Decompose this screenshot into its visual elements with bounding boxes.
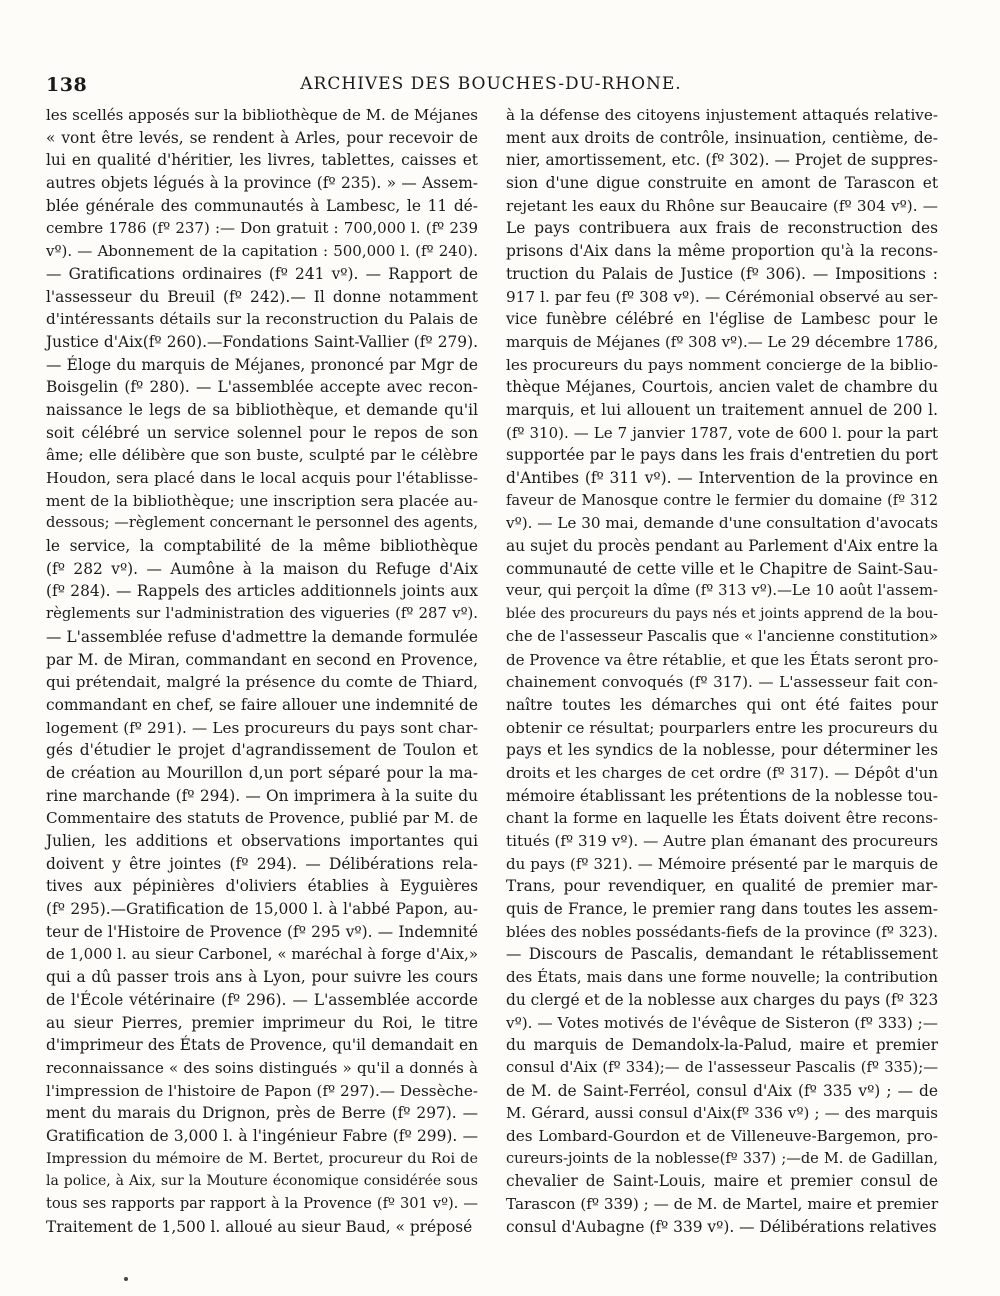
text-line: du clergé et de la noblesse aux charges du pays (fº 323	[506, 990, 939, 1009]
text-line: thèque Méjanes, Courtois, ancien valet de chambre du	[506, 378, 938, 397]
text-line: titués (fº 319 vº). — Autre plan émanant des procureurs	[506, 832, 939, 850]
text-line: prisons d'Aix dans la même proportion qu'à la recons-	[506, 242, 938, 261]
text-line: blée des procureurs du pays nés et joints apprend de la bou-	[506, 606, 938, 623]
text-line: vº). — Le 30 mai, demande d'une consultation d'avocats	[506, 514, 938, 533]
text-line: (fº 310). — Le 7 janvier 1787, vote de 600 l. pour la part	[506, 423, 938, 442]
text-line: de l'École vétérinaire (fº 296). — L'assemblée accorde	[46, 990, 478, 1009]
text-line: rine marchande (fº 294). — On imprimera à la suite du	[46, 786, 478, 805]
text-line: nier, amortissement, etc. (fº 302). — Projet de suppres-	[506, 151, 938, 170]
text-line: (fº 282 vº). — Aumône à la maison du Refuge d'Aix	[46, 559, 478, 578]
text-line: consul d'Aix (fº 334);— de l'assesseur Pascalis (fº 335);—	[506, 1058, 938, 1076]
text-line: blées des nobles possédants-fiefs de la province (fº 323).	[506, 922, 938, 941]
text-line: commandant en chef, se faire allouer une indemnité de	[46, 695, 478, 714]
text-line: — L'assemblée refuse d'admettre la demande formulée	[46, 627, 478, 646]
text-line: la police, à Aix, sur la Mouture économique considérée sous	[46, 1173, 478, 1190]
text-line: chant la forme en laquelle les États doivent être recons-	[506, 809, 938, 828]
page-number: 138	[46, 74, 88, 96]
text-line: d'Antibes (fº 311 vº). — Intervention de la province en	[506, 469, 938, 487]
text-line: logement (fº 291). — Les procureurs du pays sont char-	[46, 718, 478, 737]
text-line: truction du Palais de Justice (fº 306). — Impositions :	[506, 264, 938, 283]
left-column	[46, 104, 478, 1238]
text-line: cureurs-joints de la noblesse(fº 337) ;—de M. de Gadillan,	[506, 1149, 938, 1167]
text-line: pays et les syndics de la noblesse, pour déterminer les	[506, 741, 938, 760]
text-line: droits et les charges de cet ordre (fº 317). — Dépôt d'un	[506, 763, 938, 782]
text-line: Houdon, sera placé dans le local acquis pour l'établisse-	[46, 469, 478, 487]
text-line: au sujet du procès pendant au Parlement d'Aix entre la	[506, 537, 938, 556]
text-line: d'imprimeur des États de Provence, qu'il demandait en	[46, 1036, 478, 1055]
text-line: supportée par le pays dans les frais d'entretien du port	[506, 446, 938, 465]
text-line: blée générale des communautés à Lambesc, le 11 dé-	[46, 196, 478, 215]
text-line: de création au Mourillon d,un port séparé pour la ma-	[46, 763, 478, 782]
text-line: sion d'une digue construite en amont de Tarascon et	[506, 174, 938, 193]
text-line: ment du marais du Drignon, près de Berre (fº 297). —	[46, 1104, 478, 1123]
text-line: au sieur Pierres, premier imprimeur du Roi, le titre	[46, 1013, 478, 1032]
text-line: Traitement de 1,500 l. alloué au sieur Baud, « préposé	[46, 1217, 473, 1236]
text-line: d'intéressants détails sur la reconstruction du Palais de	[46, 310, 478, 329]
text-line: Justice d'Aix(fº 260).—Fondations Saint-Vallier (fº 279).	[46, 332, 478, 351]
text-line: ment de la bibliothèque; une inscription sera placée au-	[46, 491, 478, 510]
text-line: vº). — Abonnement de la capitation : 500,000 l. (fº 240).	[46, 242, 478, 261]
text-line: lui en qualité d'héritier, les livres, tablettes, caisses et	[46, 151, 478, 170]
text-line: mémoire établissant les prétentions de la noblesse tou-	[506, 786, 938, 805]
running-title: ARCHIVES DES BOUCHES-DU-RHONE.	[300, 74, 682, 94]
text-line: Trans, pour revendiquer, en qualité de premier mar-	[506, 877, 938, 896]
text-line: (fº 284). — Rappels des articles additionnels joints aux	[46, 582, 478, 601]
running-head	[46, 74, 936, 102]
text-line: — Éloge du marquis de Méjanes, prononcé par Mgr de	[46, 355, 478, 374]
text-line: à la défense des citoyens injustement attaqués relative-	[506, 106, 938, 124]
text-line: Commentaire des statuts de Provence, publié par M. de	[46, 809, 478, 828]
text-line: par M. de Miran, commandant en second en Provence,	[46, 650, 478, 669]
text-line: tives aux pépinières d'oliviers établies à Eyguières	[46, 877, 478, 896]
text-line: de Provence va être rétablie, et que les États seront pro-	[506, 650, 939, 669]
text-line: consul d'Aubagne (fº 339 vº). — Délibérations relatives	[506, 1217, 937, 1236]
text-line: Julien, les additions et observations importantes qui	[46, 832, 478, 850]
text-line: communauté de cette ville et le Chapitre de Saint-Sau-	[506, 559, 938, 578]
text-line: « vont être levés, se rendent à Arles, pour recevoir de	[46, 128, 478, 147]
text-line: reconnaissance « des soins distingués » qu'il a donnés à	[46, 1058, 478, 1077]
text-line: vº). — Votes motivés de l'évêque de Sisteron (fº 333) ;—	[506, 1013, 938, 1032]
text-line: chevalier de Saint-Louis, maire et premier consul de	[506, 1172, 938, 1191]
text-line: du marquis de Demandolx-la-Palud, maire et premier	[506, 1036, 938, 1055]
text-line: de M. de Saint-Ferréol, consul d'Aix (fº 335 vº) ; — de	[506, 1081, 938, 1100]
text-line: cembre 1786 (fº 237) :— Don gratuit : 700,000 l. (fº 239	[46, 219, 478, 238]
text-line: règlements sur l'administration des vigueries (fº 287 vº).	[46, 605, 478, 623]
text-line: naissance le legs de sa bibliothèque, et demande qu'il	[46, 400, 478, 419]
text-line: l'impression de l'histoire de Papon (fº 297).— Dessèche-	[46, 1081, 478, 1100]
text-line: marquis, et lui allouent un traitement annuel de 200 l.	[506, 400, 938, 419]
text-line: du pays (fº 321). — Mémoire présenté par le marquis de	[506, 854, 938, 873]
text-line: veur, qui perçoit la dîme (fº 313 vº).—Le 10 août l'assem-	[506, 582, 938, 600]
text-line: autres objets légués à la province (fº 235). » — Assem-	[46, 174, 478, 193]
text-line: quis de France, le premier rang dans toutes les assem-	[506, 900, 938, 919]
text-line: che de l'assesseur Pascalis que « l'ancienne constitution»	[506, 627, 938, 645]
text-line: âme; elle délibère que son buste, sculpté par le célèbre	[46, 446, 478, 465]
text-line: — Gratifications ordinaires (fº 241 vº). — Rapport de	[46, 264, 478, 283]
text-line: des États, mais dans une forme nouvelle; la contribution	[506, 968, 938, 987]
text-line: 917 l. par feu (fº 308 vº). — Cérémonial observé au ser-	[506, 287, 938, 306]
text-line: les procureurs du pays nomment concierge de la biblio-	[506, 355, 938, 374]
text-line: qui prétendait, malgré la présence du comte de Thiard,	[46, 673, 478, 692]
text-line: chainement convoqués (fº 317). — L'assesseur fait con-	[506, 673, 938, 692]
text-line: des Lombard-Gourdon et de Villeneuve-Bargemon, pro-	[506, 1126, 938, 1145]
text-line: dessous; —règlement concernant le personnel des agents,	[46, 514, 478, 532]
text-line: de 1,000 l. au sieur Carbonel, « maréchal à forge d'Aix,»	[46, 945, 478, 964]
text-line: teur de l'Histoire de Provence (fº 295 vº). — Indemnité	[46, 922, 478, 941]
scan-speck	[124, 1277, 128, 1281]
text-line: Gratification de 3,000 l. à l'ingénieur Fabre (fº 299). —	[46, 1126, 478, 1145]
right-column	[506, 104, 938, 1238]
text-line: l'assesseur du Breuil (fº 242).— Il donne notamment	[46, 287, 478, 306]
text-line: marquis de Méjanes (fº 308 vº).— Le 29 décembre 1786,	[506, 332, 939, 351]
text-line: les scellés apposés sur la bibliothèque de M. de Méjanes	[46, 106, 478, 124]
text-line: le service, la comptabilité de la même bibliothèque	[46, 537, 478, 556]
text-line: qui a dû passer trois ans à Lyon, pour suivre les cours	[46, 968, 478, 987]
text-line: ment aux droits de contrôle, insinuation, centième, de-	[506, 128, 938, 147]
text-line: naître toutes les démarches qui ont été faites pour	[506, 695, 938, 714]
text-line: vice funèbre célébré en l'église de Lambesc pour le	[506, 310, 938, 329]
text-line: soit célébré un service solennel pour le repos de son	[46, 423, 478, 442]
text-line: Le pays contribuera aux frais de reconstruction des	[506, 219, 938, 238]
text-line: gés d'étudier le projet d'agrandissement de Toulon et	[46, 741, 478, 760]
text-line: Impression du mémoire de M. Bertet, procureur du Roi de	[46, 1150, 478, 1167]
text-line: doivent y être jointes (fº 294). — Délibérations rela-	[46, 854, 478, 873]
text-line: tous ses rapports par rapport à la Provence (fº 301 vº). —	[46, 1195, 478, 1212]
text-line: faveur de Manosque contre le fermier du domaine (fº 312	[506, 491, 938, 509]
text-line: — Discours de Pascalis, demandant le rétablissement	[506, 945, 938, 964]
text-line: (fº 295).—Gratification de 15,000 l. à l'abbé Papon, au-	[46, 900, 478, 919]
text-line: obtenir ce résultat; pourparlers entre les procureurs du	[506, 718, 938, 737]
text-line: Boisgelin (fº 280). — L'assemblée accepte avec recon-	[46, 378, 478, 397]
text-line: M. Gérard, aussi consul d'Aix(fº 336 vº) ; — des marquis	[506, 1104, 938, 1123]
text-line: rejetant les eaux du Rhône sur Beaucaire (fº 304 vº). —	[506, 196, 938, 215]
text-line: Tarascon (fº 339) ; — de M. de Martel, maire et premier	[506, 1195, 939, 1213]
